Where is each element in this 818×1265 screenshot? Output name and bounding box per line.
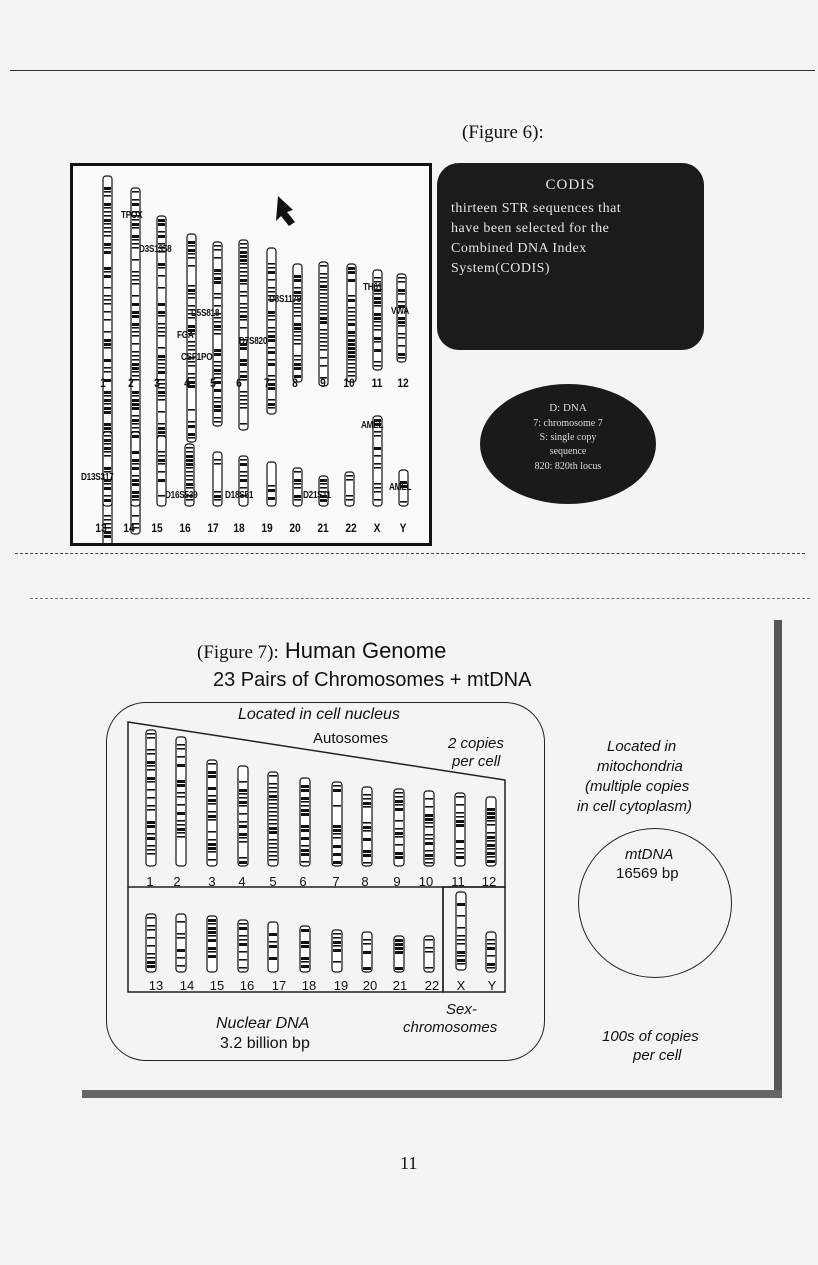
chromosome-number: 21: [392, 978, 408, 993]
chromosome-number: 5: [210, 376, 216, 390]
chromosome-glyph: [456, 892, 466, 970]
mito-copies-label-2: per cell: [633, 1047, 682, 1064]
locus-d3s1358: D3S1358: [139, 244, 172, 255]
dna-legend-line-2: 7: chromosome 7: [533, 418, 603, 429]
page-number: 11: [400, 1153, 418, 1173]
chromosome-number: 13: [148, 978, 164, 993]
sex-label-2: chromosomes: [403, 1019, 498, 1036]
chromosome-number: 7: [264, 376, 270, 390]
chromosome-glyph: [394, 789, 404, 866]
locus-amel-y: AMEL: [389, 482, 412, 493]
chromosome-glyph: [455, 793, 465, 866]
locus-d18s51: D18S51: [225, 490, 254, 501]
chromosome-number: 15: [209, 978, 225, 993]
sex-label-1: Sex-: [446, 1001, 477, 1018]
chromosome-glyph: [207, 760, 217, 866]
chromosome-glyph: [238, 920, 248, 972]
chromosome-number: X: [373, 521, 381, 535]
mito-line-2: mitochondria: [597, 758, 683, 775]
chromosome-number: 14: [179, 978, 195, 993]
chromosome-number: 7: [332, 874, 340, 889]
mito-line-1: Located in: [607, 738, 677, 755]
chromosome-number: 14: [123, 521, 135, 535]
locus-csf1po: CSF1PO: [181, 352, 213, 363]
chromosome-glyph: [332, 930, 342, 972]
chromosome-number: 10: [343, 376, 355, 390]
locus-th01: TH01: [363, 282, 383, 293]
chromosome-number: X: [456, 978, 466, 993]
locus-vwa: VWA: [391, 306, 409, 317]
codis-title: CODIS: [545, 177, 596, 193]
chromosome-number: 11: [371, 376, 383, 390]
figure6-caption: (Figure 6):: [462, 122, 544, 143]
chromosome-number: 5: [269, 874, 277, 889]
chromosome-glyph: [300, 926, 310, 972]
figure7-subtitle: 23 Pairs of Chromosomes + mtDNA: [213, 669, 532, 691]
chromosome-glyph: [394, 936, 404, 972]
locus-fga: FGA: [177, 330, 194, 341]
mito-line-4: in cell cytoplasm): [577, 798, 693, 815]
chromosome-number: 20: [362, 978, 378, 993]
codis-line-4: System(CODIS): [451, 261, 551, 276]
copies-label-1: 2 copies: [448, 735, 504, 752]
locus-d16s539: D16S539: [165, 490, 198, 501]
chromosome-number: 8: [361, 874, 369, 889]
chromosome-glyph: [238, 766, 248, 866]
chromosome-glyph: [146, 730, 156, 866]
chromosome-glyph: [362, 932, 372, 972]
mito-line-3: (multiple copies: [585, 778, 690, 795]
chromosome-number: 9: [320, 376, 326, 390]
figure7-caption-title: Human Genome: [284, 638, 447, 663]
locus-d21s11: D21S11: [303, 490, 331, 501]
chromosome-number: 16: [179, 521, 191, 535]
locus-amel-x: AMEL: [361, 420, 384, 431]
chromosome-number: 3: [208, 874, 216, 889]
chromosome-glyph: [268, 922, 278, 972]
chromosome-number: 12: [481, 874, 497, 889]
chromosome-number: 18: [233, 521, 245, 535]
copies-label-2: per cell: [452, 753, 501, 770]
codis-line-2: have been selected for the: [451, 221, 610, 236]
chromosome-number: 4: [238, 874, 246, 889]
chromosome-number: 16: [239, 978, 255, 993]
mtdna-label: mtDNA: [625, 846, 674, 863]
locus-d8s1179: D8S1179: [269, 294, 302, 305]
chromosome-number: 2: [128, 376, 134, 390]
figure7-caption-prefix: (Figure 7):: [197, 642, 279, 663]
chromosome-number: 3: [154, 376, 160, 390]
chromosome-glyph: [268, 772, 278, 866]
chromosome-glyph: [146, 914, 156, 972]
chromosome-glyph: [362, 787, 372, 866]
chromosome-glyph: [176, 914, 186, 972]
chromosome-number: 2: [173, 874, 181, 889]
chromosome-number: 22: [424, 978, 440, 993]
chromosome-number: Y: [487, 978, 497, 993]
chromosome-number: 20: [289, 521, 301, 535]
chromosome-number: 18: [301, 978, 317, 993]
dna-legend-line-1: D: DNA: [549, 402, 587, 414]
locus-d7s820: D7S820: [239, 336, 268, 347]
nuclear-bp-label: 3.2 billion bp: [220, 1035, 310, 1052]
chromosome-glyph: [486, 932, 496, 972]
chromosome-glyph: [424, 936, 434, 972]
chromosome-number: 17: [207, 521, 219, 535]
chromosome-number: 21: [317, 521, 329, 535]
chromosome-number: 8: [292, 376, 298, 390]
chromosome-number: 6: [299, 874, 307, 889]
chromosome-number: 19: [261, 521, 273, 535]
chromosome-number: 10: [418, 874, 434, 889]
chromosome-number: 11: [451, 874, 465, 889]
dna-legend-line-5: 820: 820th locus: [534, 461, 602, 472]
locus-d13s317: D13S317: [81, 472, 114, 483]
chromosome-number: 1: [146, 874, 154, 889]
mtdna-bp-label: 16569 bp: [616, 865, 679, 882]
locus-d5s818: D5S818: [191, 308, 220, 319]
chromosome-glyph: [176, 737, 186, 866]
chromosome-glyph: [424, 791, 434, 866]
locus-tpox: TPOX: [121, 210, 143, 221]
chromosome-number: 19: [333, 978, 349, 993]
codis-line-1: thirteen STR sequences that: [451, 201, 622, 216]
chromosome-number: 1: [100, 376, 106, 390]
dna-legend-line-4: sequence: [549, 446, 587, 457]
chromosome-number: 6: [236, 376, 242, 390]
chromosome-number: 13: [95, 521, 107, 535]
chromosome-number: 9: [393, 874, 401, 889]
chromosome-number: 22: [345, 521, 357, 535]
chromosome-glyph: [486, 797, 496, 866]
located-nucleus-label: Located in cell nucleus: [238, 706, 400, 723]
chromosome-glyph: [300, 778, 310, 866]
chromosome-number: 15: [151, 521, 163, 535]
chromosome-number: 17: [271, 978, 287, 993]
codis-line-3: Combined DNA Index: [451, 241, 587, 256]
chromosome-glyph: [332, 782, 342, 866]
dna-legend-line-3: S: single copy: [539, 432, 597, 443]
chromosome-number: 12: [397, 376, 409, 390]
autosomes-label: Autosomes: [313, 730, 389, 747]
chromosome-glyph: [207, 916, 217, 972]
chromosome-number: Y: [399, 521, 407, 535]
mito-copies-label-1: 100s of copies: [602, 1028, 699, 1045]
chromosome-number: 4: [184, 376, 190, 390]
nuclear-dna-label: Nuclear DNA: [216, 1015, 310, 1032]
